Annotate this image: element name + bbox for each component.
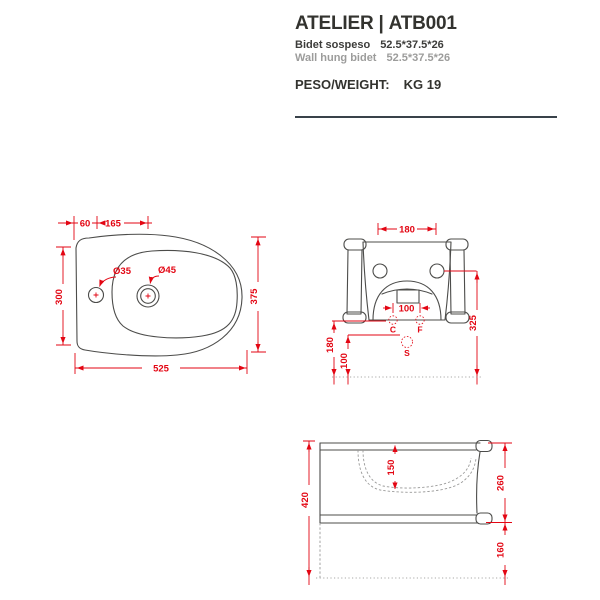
connection-s-label: S bbox=[404, 348, 410, 358]
dim-label-160: 160 bbox=[495, 542, 507, 558]
dim-label-150: 150 bbox=[386, 459, 397, 476]
title-divider: | bbox=[378, 13, 384, 34]
fixing-hole-right bbox=[430, 264, 444, 278]
connection-s-hole bbox=[402, 337, 413, 348]
weight-value: KG 19 bbox=[403, 77, 442, 92]
model-code: ATB001 bbox=[388, 13, 457, 34]
dim-label-525: 525 bbox=[153, 363, 169, 375]
bidet-top-outline bbox=[76, 234, 242, 356]
page-title bbox=[295, 13, 457, 35]
drain-hole-center-mark bbox=[146, 294, 151, 299]
connection-f-label: F bbox=[417, 324, 423, 335]
side-view-drawing bbox=[290, 430, 520, 595]
dim-label-180-top: 180 bbox=[399, 224, 415, 236]
subtitle-english bbox=[295, 52, 457, 64]
dim-label-300: 300 bbox=[54, 289, 65, 305]
brand-name: ATELIER bbox=[295, 13, 374, 34]
dim-label-165: 165 bbox=[105, 218, 121, 230]
weight-row bbox=[295, 77, 457, 92]
tap-hole-label: Ø35 bbox=[113, 266, 131, 277]
dim-label-420: 420 bbox=[300, 492, 311, 508]
bowl-hidden-outer bbox=[358, 450, 476, 492]
subtitle-italian bbox=[295, 39, 457, 51]
dim-label-100-cf: 100 bbox=[398, 303, 415, 315]
right-pilaster bbox=[450, 250, 465, 314]
front-view-drawing bbox=[320, 215, 500, 390]
bidet-bowl-outline bbox=[112, 250, 237, 337]
dim-label-325: 325 bbox=[468, 315, 479, 331]
header-rule bbox=[295, 116, 557, 118]
product-name-en: Wall hung bidet bbox=[295, 52, 377, 64]
tap-hole-center-mark bbox=[94, 293, 99, 298]
dim-label-180-left: 180 bbox=[325, 337, 336, 353]
left-pilaster bbox=[347, 250, 362, 314]
dim-label-100-left: 100 bbox=[339, 353, 350, 369]
right-pilaster-top-cap bbox=[446, 239, 468, 250]
front-lip bbox=[476, 441, 492, 452]
dim-label-260: 260 bbox=[495, 475, 507, 491]
bidet-side-outline bbox=[320, 441, 492, 579]
connection-c-label: C bbox=[389, 324, 397, 335]
top-view-dimensions bbox=[54, 216, 266, 375]
front-view-dimensions bbox=[325, 223, 482, 385]
product-size-it: 52.5*37.5*26 bbox=[380, 39, 444, 51]
top-view-drawing bbox=[40, 200, 270, 385]
fixing-hole-left bbox=[373, 264, 387, 278]
dim-label-375: 375 bbox=[249, 288, 260, 305]
product-size-en: 52.5*37.5*26 bbox=[386, 52, 451, 64]
product-name-it: Bidet sospeso bbox=[295, 39, 371, 51]
overflow-box bbox=[397, 290, 419, 303]
drain-hole-label: Ø45 bbox=[158, 265, 176, 276]
dim-label-60: 60 bbox=[79, 218, 91, 230]
header bbox=[295, 13, 457, 92]
front-edge bbox=[477, 452, 480, 513]
weight-label: PESO/WEIGHT: bbox=[295, 77, 390, 92]
bowl-hidden-inner bbox=[363, 450, 471, 488]
